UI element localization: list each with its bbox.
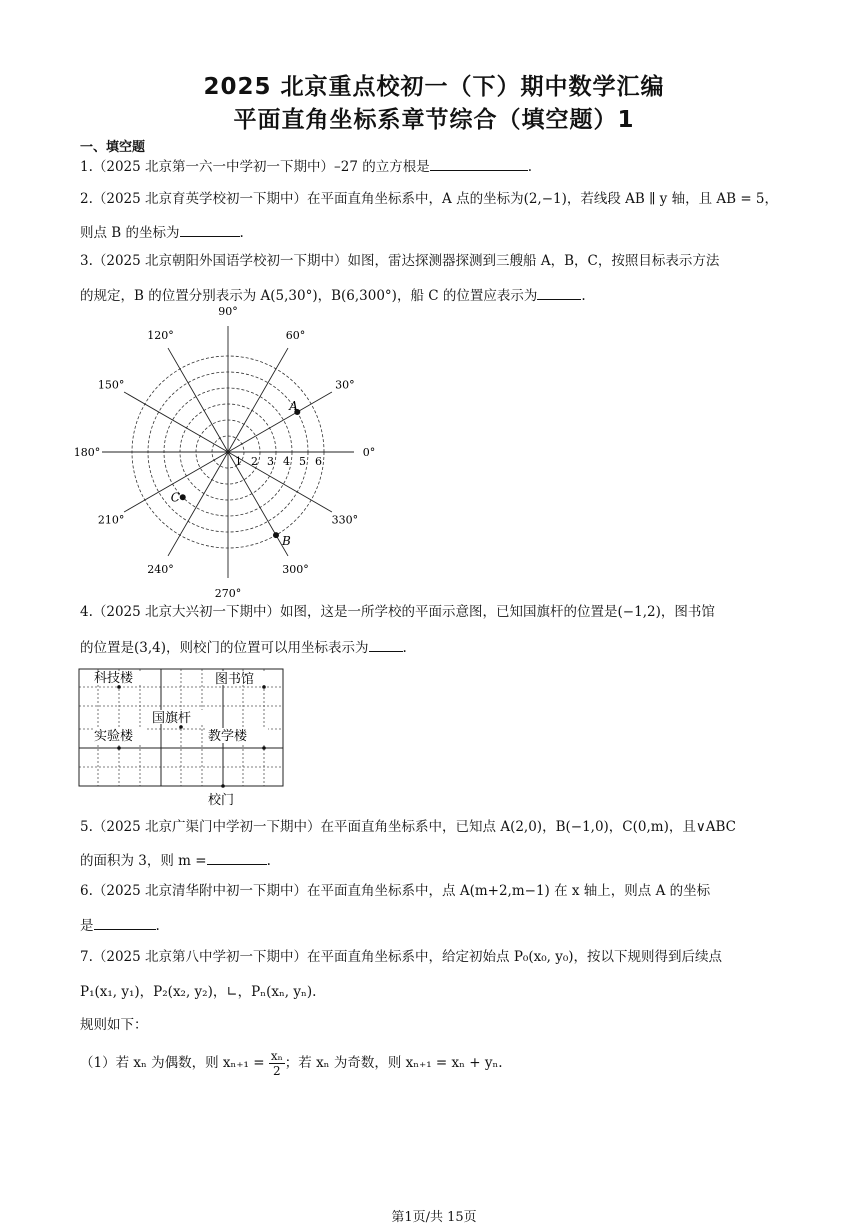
radar-ring-label: 2 <box>251 455 258 468</box>
question-1-text: 1.（2025 北京第一六一中学初一下期中）–27 的立方根是 <box>80 159 430 175</box>
question-4-line-2: 的位置是(3,4)，则校门的位置可以用坐标表示为 . <box>80 637 407 657</box>
radar-ring-label: 3 <box>267 455 274 468</box>
answer-blank <box>207 850 267 865</box>
answer-blank <box>180 222 240 237</box>
question-3-line-2: 的规定，B 的位置分别表示为 A(5,30°)，B(6,300°)，船 C 的位置应表示为 . <box>80 285 586 305</box>
question-7-line-3: 规则如下： <box>80 1017 148 1033</box>
question-3-line-1: 3.（2025 北京朝阳外国语学校初一下期中）如图，雷达探测器探测到三艘船 A，B，C，按照目标表示方法 <box>80 253 720 269</box>
question-5-line-1: 5.（2025 北京广渠门中学初一下期中）在平面直角坐标系中，已知点 A(2,0)，B(−1,0)，C(0,m)，且∨ABC <box>80 819 736 835</box>
answer-blank <box>430 156 528 171</box>
section-heading: 一、填空题 <box>80 140 146 155</box>
ship-point <box>180 494 186 500</box>
radar-ring-label: 1 <box>235 455 242 468</box>
radar-angle-label: 180° <box>73 446 101 459</box>
ship-label: B <box>282 534 291 549</box>
question-7-rule-1: （1）若 xₙ 为偶数，则 xₙ₊₁ = $\frac{\text{xₙ}}{2}$ ；若 xₙ 为奇数，则 xₙ₊₁ = xₙ + yₙ. <box>80 1049 503 1078</box>
document-subtitle: 平面直角坐标系章节综合（填空题）1 <box>233 107 635 133</box>
map-label-flagpole: 国旗杆 <box>152 711 192 726</box>
radar-angle-label: 0° <box>362 446 376 459</box>
document-title: 2025 北京重点校初一（下）期中数学汇编 <box>203 74 665 100</box>
question-2-line-2: 则点 B 的坐标为 . <box>80 222 244 242</box>
radar-ring-label: 6 <box>315 455 322 468</box>
radar-angle-label: 210° <box>97 513 125 527</box>
map-label-science-building: 科技楼 <box>94 671 134 686</box>
radar-spoke <box>124 392 228 452</box>
radar-angle-label: 90° <box>218 305 238 318</box>
radar-angle-label: 150° <box>97 378 125 392</box>
radar-angle-label: 270° <box>214 587 242 600</box>
ship-label: A <box>289 399 298 413</box>
map-label-teaching-building: 教学楼 <box>208 729 248 744</box>
page-footer: 第1页/共 15页 <box>391 1210 477 1225</box>
ship-point <box>273 532 279 538</box>
fraction: $\frac{\text{xₙ}}{2}$ <box>270 1049 283 1078</box>
radar-angle-label: 300° <box>282 562 309 576</box>
radar-ring-label: 5 <box>299 455 306 468</box>
radar-spoke <box>228 392 332 452</box>
question-6-line-2: 是 . <box>80 915 160 935</box>
radar-spoke <box>168 348 228 452</box>
question-4-line-1: 4.（2025 北京大兴初一下期中）如图，这是一所学校的平面示意图，已知国旗杆的位置是(−1,2)，图书馆 <box>80 604 715 620</box>
map-label-school-gate: 校门 <box>208 793 235 808</box>
question-2-line-1: 2.（2025 北京育英学校初一下期中）在平面直角坐标系中，A 点的坐标为(2,−1)，若线段 AB ∥ y 轴，且 AB = 5， <box>80 191 779 207</box>
radar-angle-label: 330° <box>331 513 359 527</box>
question-5-line-2: 的面积为 3，则 m = . <box>80 850 271 870</box>
question-6-line-1: 6.（2025 北京清华附中初一下期中）在平面直角坐标系中，点 A(m+2,m−1) 在 x 轴上，则点 A 的坐标 <box>80 883 711 899</box>
radar-ring-label: 4 <box>283 455 290 468</box>
map-label-lab-building: 实验楼 <box>94 729 134 744</box>
radar-angle-label: 60° <box>285 329 306 343</box>
map-label-library: 图书馆 <box>215 672 255 687</box>
question-7-line-1: 7.（2025 北京第八中学初一下期中）在平面直角坐标系中，给定初始点 P₀(x₀, y₀)，按以下规则得到后续点 <box>80 949 722 965</box>
answer-blank <box>369 637 403 652</box>
school-map-figure <box>78 667 290 809</box>
radar-angle-label: 30° <box>335 378 355 392</box>
answer-blank <box>94 915 156 930</box>
answer-blank <box>537 285 581 300</box>
radar-figure <box>73 305 386 600</box>
question-1: 1.（2025 北京第一六一中学初一下期中）–27 的立方根是 . <box>80 156 532 176</box>
question-7-line-2: P₁(x₁, y₁)，P₂(x₂, y₂)，∟，Pₙ(xₙ, yₙ). <box>80 984 317 1000</box>
radar-angle-label: 240° <box>147 562 174 576</box>
radar-angle-label: 120° <box>147 329 174 343</box>
ship-label: C <box>170 490 180 505</box>
radar-spoke <box>228 348 288 452</box>
